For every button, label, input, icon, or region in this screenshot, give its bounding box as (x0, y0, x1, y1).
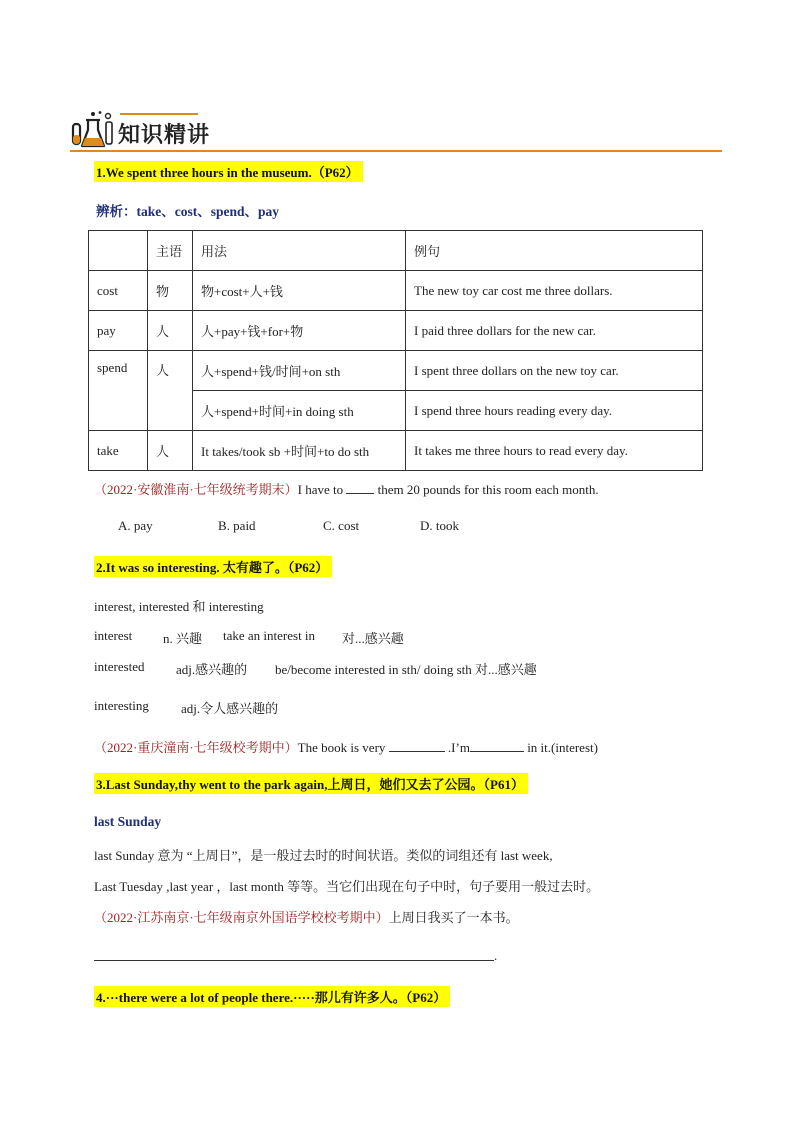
exercise-text: I have to (297, 482, 344, 497)
exercise-source: （2022·安徽淮南·七年级统考期末） (94, 482, 298, 497)
table-header-cell: 用法 (193, 231, 406, 271)
section-1-title: 1.We spent three hours in the museum.（P62） (94, 161, 363, 182)
section-3-paragraph-1: last Sunday 意为 “上周日”，是一般过去时的时间状语。类似的词组还有 last week, (94, 848, 553, 863)
word-interesting-pos: adj.令人感兴趣的 (181, 701, 279, 716)
section-2-title: 2.It was so interesting. 太有趣了。（P62） (94, 556, 332, 577)
option-b[interactable]: B. paid (218, 518, 256, 533)
answer-line-end-dot: . (494, 948, 498, 963)
table-header-cell: 例句 (406, 231, 703, 271)
section-3-paragraph-2: Last Tuesday ,last year ，last month 等等。当它们出现在句子中时，句子要用一般过去时。 (94, 879, 600, 894)
table-cell: I spent three dollars on the new toy car. (406, 351, 703, 391)
table-row (89, 431, 703, 471)
exercise-text: them 20 pounds for this room each month. (377, 482, 599, 497)
exercise-text: The book is very (297, 740, 386, 755)
answer-blank-1[interactable] (389, 741, 445, 752)
table-cell: I paid three dollars for the new car. (406, 311, 703, 351)
table-row (89, 311, 703, 351)
table-cell: 人 (148, 311, 193, 351)
exercise-3 (94, 907, 519, 926)
exercise-source: （2022·江苏南京·七年级南京外国语学校校考期中） (94, 910, 389, 925)
table-cell: 人+pay+钱+for+物 (193, 311, 406, 351)
table-cell: spend (89, 351, 148, 431)
exercise-text: .I’m (447, 740, 470, 755)
table-cell: 人+spend+钱/时间+on sth (193, 351, 406, 391)
table-cell: take (89, 431, 148, 471)
table-row (89, 271, 703, 311)
table-cell: The new toy car cost me three dollars. (406, 271, 703, 311)
exercise-text: in it.(interest) (527, 740, 598, 755)
exercise-text: 上周日我买了一本书。 (388, 910, 519, 925)
section-header-title: 知识精讲 (118, 123, 211, 148)
table-header-row (89, 231, 703, 271)
table-cell: 人 (148, 431, 193, 471)
section-4-title: 4.···there were a lot of people there.·····那儿有许多人。（P62） (94, 986, 450, 1007)
usage-comparison-table (88, 230, 703, 471)
option-c[interactable]: C. cost (323, 518, 360, 533)
word-interest-pos: n. 兴趣 (163, 631, 203, 646)
table-cell: cost (89, 271, 148, 311)
word-interested-phrase: be/become interested in sth/ doing sth 对...感兴趣 (275, 662, 537, 677)
table-header-cell (89, 231, 148, 271)
table-header-cell: 主语 (148, 231, 193, 271)
section-3-title: 3.Last Sunday,thy went to the park again,上周日，她们又去了公园。（P61） (94, 773, 528, 794)
table-cell: 人 (148, 351, 193, 431)
table-cell: It takes/took sb +时间+to do sth (193, 431, 406, 471)
exercise-source: （2022·重庆潼南·七年级校考期中） (94, 740, 298, 755)
table-cell: pay (89, 311, 148, 351)
header-top-accent (120, 113, 198, 115)
table-cell: 物 (148, 271, 193, 311)
option-a[interactable]: A. pay (118, 518, 153, 533)
word-interested-pos: adj.感兴趣的 (176, 662, 248, 677)
exercise-1 (94, 479, 599, 498)
section-3-subtitle: last Sunday (94, 814, 162, 829)
word-family-line: interest, interested 和 interesting (94, 599, 264, 614)
option-d[interactable]: D. took (420, 518, 459, 533)
table-row (89, 351, 703, 391)
table-cell: 物+cost+人+钱 (193, 271, 406, 311)
word-interest-phrase: take an interest in (223, 628, 316, 643)
word-interesting: interesting (94, 698, 149, 713)
table-cell: It takes me three hours to read every day. (406, 431, 703, 471)
lab-flask-icon (70, 110, 114, 150)
table-cell: I spend three hours reading every day. (406, 391, 703, 431)
exercise-2 (94, 737, 598, 756)
section-1-analysis: 辨析：take、cost、spend、pay (96, 204, 280, 219)
answer-line[interactable] (94, 960, 494, 961)
word-interested: interested (94, 659, 145, 674)
answer-blank[interactable] (346, 483, 374, 494)
answer-blank-2[interactable] (470, 741, 524, 752)
word-interest: interest (94, 628, 133, 643)
table-cell: 人+spend+时间+in doing sth (193, 391, 406, 431)
word-interest-meaning: 对...感兴趣 (342, 631, 404, 646)
header-divider (70, 150, 722, 152)
